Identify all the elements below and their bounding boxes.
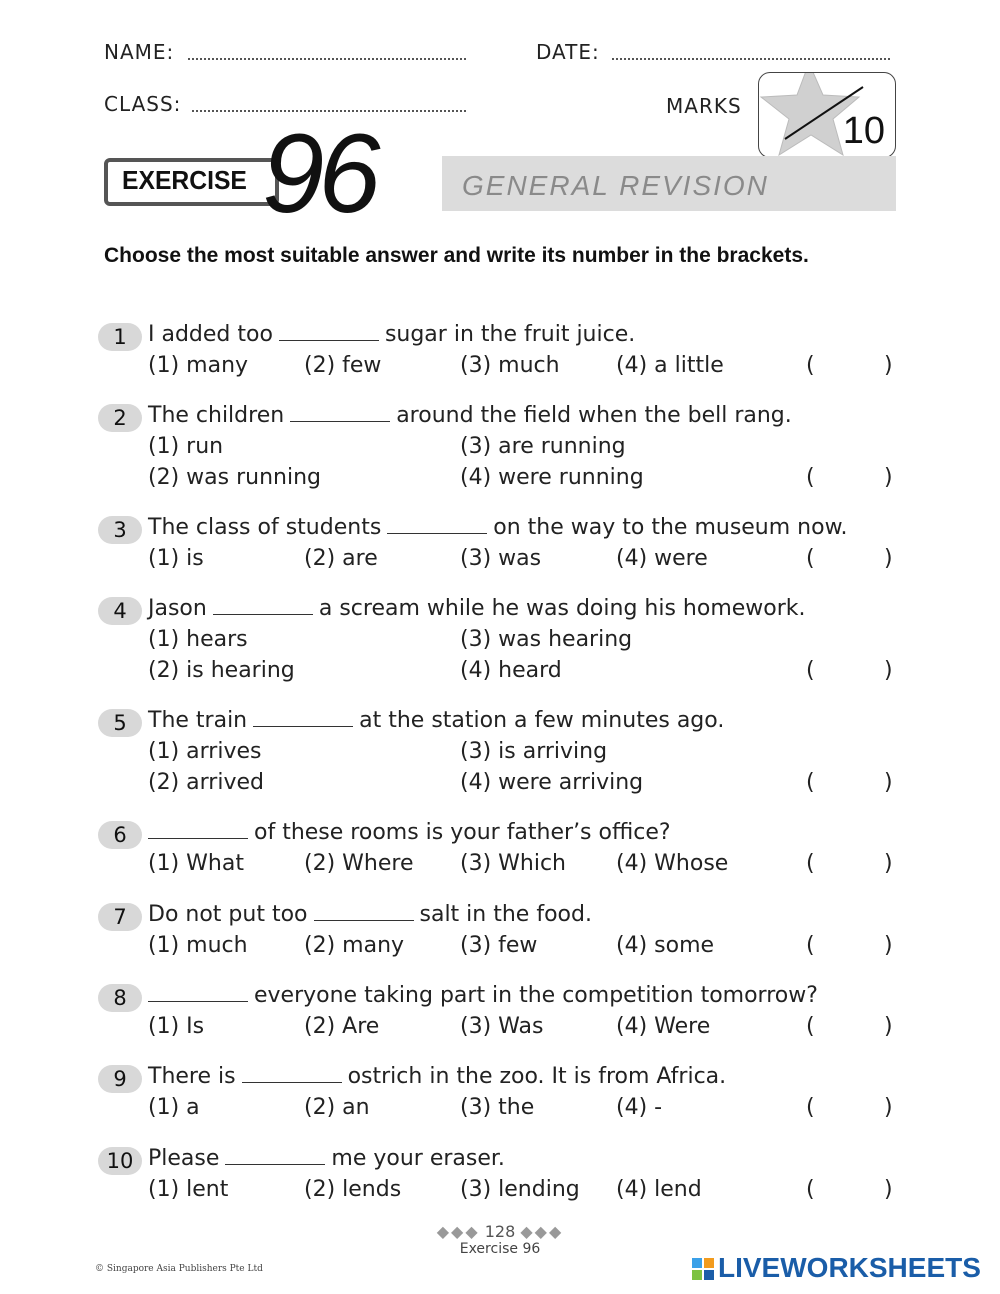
bracket-open: ( [806,1095,815,1120]
answer-option: (1) much [148,933,248,958]
question-text-after: of these rooms is your father’s office? [254,820,671,845]
question-text-after: on the way to the museum now. [493,515,848,540]
class-label: CLASS: [104,92,182,116]
answer-option: (4) - [616,1095,663,1120]
question-text-before: The class of students [148,515,382,540]
question-number: 7 [98,903,142,931]
question-number: 1 [98,323,142,351]
answer-bracket[interactable] [806,770,896,800]
marks-total: 10 [842,110,885,152]
answer-option: (3) was [460,546,542,571]
question-text-before: I added too [148,322,273,347]
answer-option: (2) many [304,933,405,958]
answer-option: (4) were [616,546,708,571]
bracket-close: ) [884,770,893,795]
answer-option: (3) much [460,353,560,378]
answer-option: (3) is arriving [460,739,608,764]
question-number: 8 [98,984,142,1012]
answer-bracket[interactable] [806,353,896,383]
answer-option: (4) heard [460,658,562,683]
bracket-open: ( [806,1177,815,1202]
ornament-right-icon: ◆◆◆ [520,1222,564,1241]
answer-blank[interactable] [279,324,379,341]
answer-option: (1) run [148,434,224,459]
topic-title: GENERAL REVISION [462,170,769,201]
answer-option: (2) was running [148,465,321,490]
answer-option: (4) a little [616,353,724,378]
answer-option: (4) were arriving [460,770,644,795]
answer-option: (1) Is [148,1014,205,1039]
bracket-close: ) [884,658,893,683]
answer-option: (2) arrived [148,770,264,795]
answer-blank[interactable] [148,985,248,1002]
bracket-close: ) [884,933,893,958]
exercise-label: EXERCISE [122,165,247,195]
question-text [148,1064,726,1089]
answer-bracket[interactable] [806,465,896,495]
question-text [148,403,792,428]
answer-bracket[interactable] [806,1014,896,1044]
question-text [148,515,848,540]
question-text [148,820,671,845]
question-text-after: ostrich in the zoo. It is from Africa. [347,1064,727,1089]
footer-exercise: Exercise 96 [459,1241,541,1257]
bracket-open: ( [806,933,815,958]
answer-option: (3) few [460,933,538,958]
answer-bracket[interactable] [806,851,896,881]
liveworksheets-logo-icon [692,1258,714,1280]
question-text [148,1146,505,1171]
question-text-after: salt in the food. [419,902,592,927]
marks-label: MARKS [666,94,742,118]
answer-bracket[interactable] [806,1095,896,1125]
answer-option: (4) lend [616,1177,702,1202]
question-text-after: me your eraser. [331,1146,505,1171]
bracket-close: ) [884,1095,893,1120]
answer-option: (4) Whose [616,851,729,876]
brand-name[interactable]: LIVEWORKSHEETS [718,1252,981,1283]
answer-option: (3) Which [460,851,567,876]
answer-bracket[interactable] [806,933,896,963]
question-number: 9 [98,1065,142,1093]
answer-option: (4) were running [460,465,644,490]
answer-blank[interactable] [314,904,414,921]
answer-option: (1) arrives [148,739,262,764]
marks-box [758,72,896,158]
answer-option: (3) are running [460,434,626,459]
answer-option: (3) Was [460,1014,544,1039]
answer-bracket[interactable] [806,658,896,688]
answer-option: (2) Are [304,1014,380,1039]
answer-option: (4) some [616,933,715,958]
question-text-before: Please [148,1146,220,1171]
name-line[interactable] [188,58,466,60]
answer-blank[interactable] [253,710,353,727]
bracket-close: ) [884,1014,893,1039]
answer-bracket[interactable] [806,546,896,576]
question-text [148,708,724,733]
question-number: 6 [98,821,142,849]
answer-option: (1) What [148,851,244,876]
bracket-open: ( [806,546,815,571]
bracket-close: ) [884,465,893,490]
bracket-close: ) [884,1177,893,1202]
answer-blank[interactable] [242,1066,342,1083]
bracket-open: ( [806,1014,815,1039]
bracket-close: ) [884,546,893,571]
page-number [0,1222,1000,1241]
bracket-open: ( [806,353,815,378]
question-text-after: around the field when the bell rang. [396,403,792,428]
question-number: 10 [98,1147,142,1175]
name-label: NAME: [104,40,175,64]
question-number: 2 [98,404,142,432]
question-number: 3 [98,516,142,544]
question-text [148,596,806,621]
answer-blank[interactable] [387,517,487,534]
page-number-text: 128 [484,1222,516,1241]
bracket-open: ( [806,851,815,876]
date-line[interactable] [612,58,890,60]
answer-bracket[interactable] [806,1177,896,1207]
answer-option: (3) lending [460,1177,580,1202]
question-text-before: Jason [148,596,207,621]
question-text-before: The children [148,403,285,428]
bracket-open: ( [806,658,815,683]
answer-blank[interactable] [148,822,248,839]
question-text-before: Do not put too [148,902,308,927]
question-number: 5 [98,709,142,737]
question-number: 4 [98,597,142,625]
question-text-after: a scream while he was doing his homework. [318,596,806,621]
question-text-before: The train [148,708,248,733]
bracket-close: ) [884,353,893,378]
answer-option: (1) is [148,546,204,571]
bracket-close: ) [884,851,893,876]
answer-option: (2) are [304,546,378,571]
question-text-before: There is [148,1064,236,1089]
question-text [148,322,635,347]
answer-option: (2) few [304,353,382,378]
answer-blank[interactable] [225,1148,325,1165]
answer-option: (1) lent [148,1177,229,1202]
answer-option: (2) lends [304,1177,402,1202]
exercise-number: 96 [262,111,375,236]
question-text-after: at the station a few minutes ago. [359,708,725,733]
question-text-after: everyone taking part in the competition tomorrow? [254,983,818,1008]
question-text-after: sugar in the fruit juice. [384,322,636,347]
answer-blank[interactable] [213,598,313,615]
date-label: DATE: [536,40,600,64]
answer-option: (1) many [148,353,249,378]
answer-option: (4) Were [616,1014,711,1039]
answer-blank[interactable] [290,405,390,422]
answer-option: (2) is hearing [148,658,295,683]
answer-option: (3) was hearing [460,627,633,652]
answer-option: (1) hears [148,627,248,652]
question-text [148,983,818,1008]
answer-option: (2) Where [304,851,414,876]
ornament-left-icon: ◆◆◆ [436,1222,480,1241]
question-text [148,902,592,927]
bracket-open: ( [806,770,815,795]
bracket-open: ( [806,465,815,490]
answer-option: (2) an [304,1095,370,1120]
answer-option: (1) a [148,1095,200,1120]
copyright: © Singapore Asia Publishers Pte Ltd [95,1264,263,1274]
answer-option: (3) the [460,1095,535,1120]
instructions: Choose the most suitable answer and write its number in the brackets. [104,244,809,267]
